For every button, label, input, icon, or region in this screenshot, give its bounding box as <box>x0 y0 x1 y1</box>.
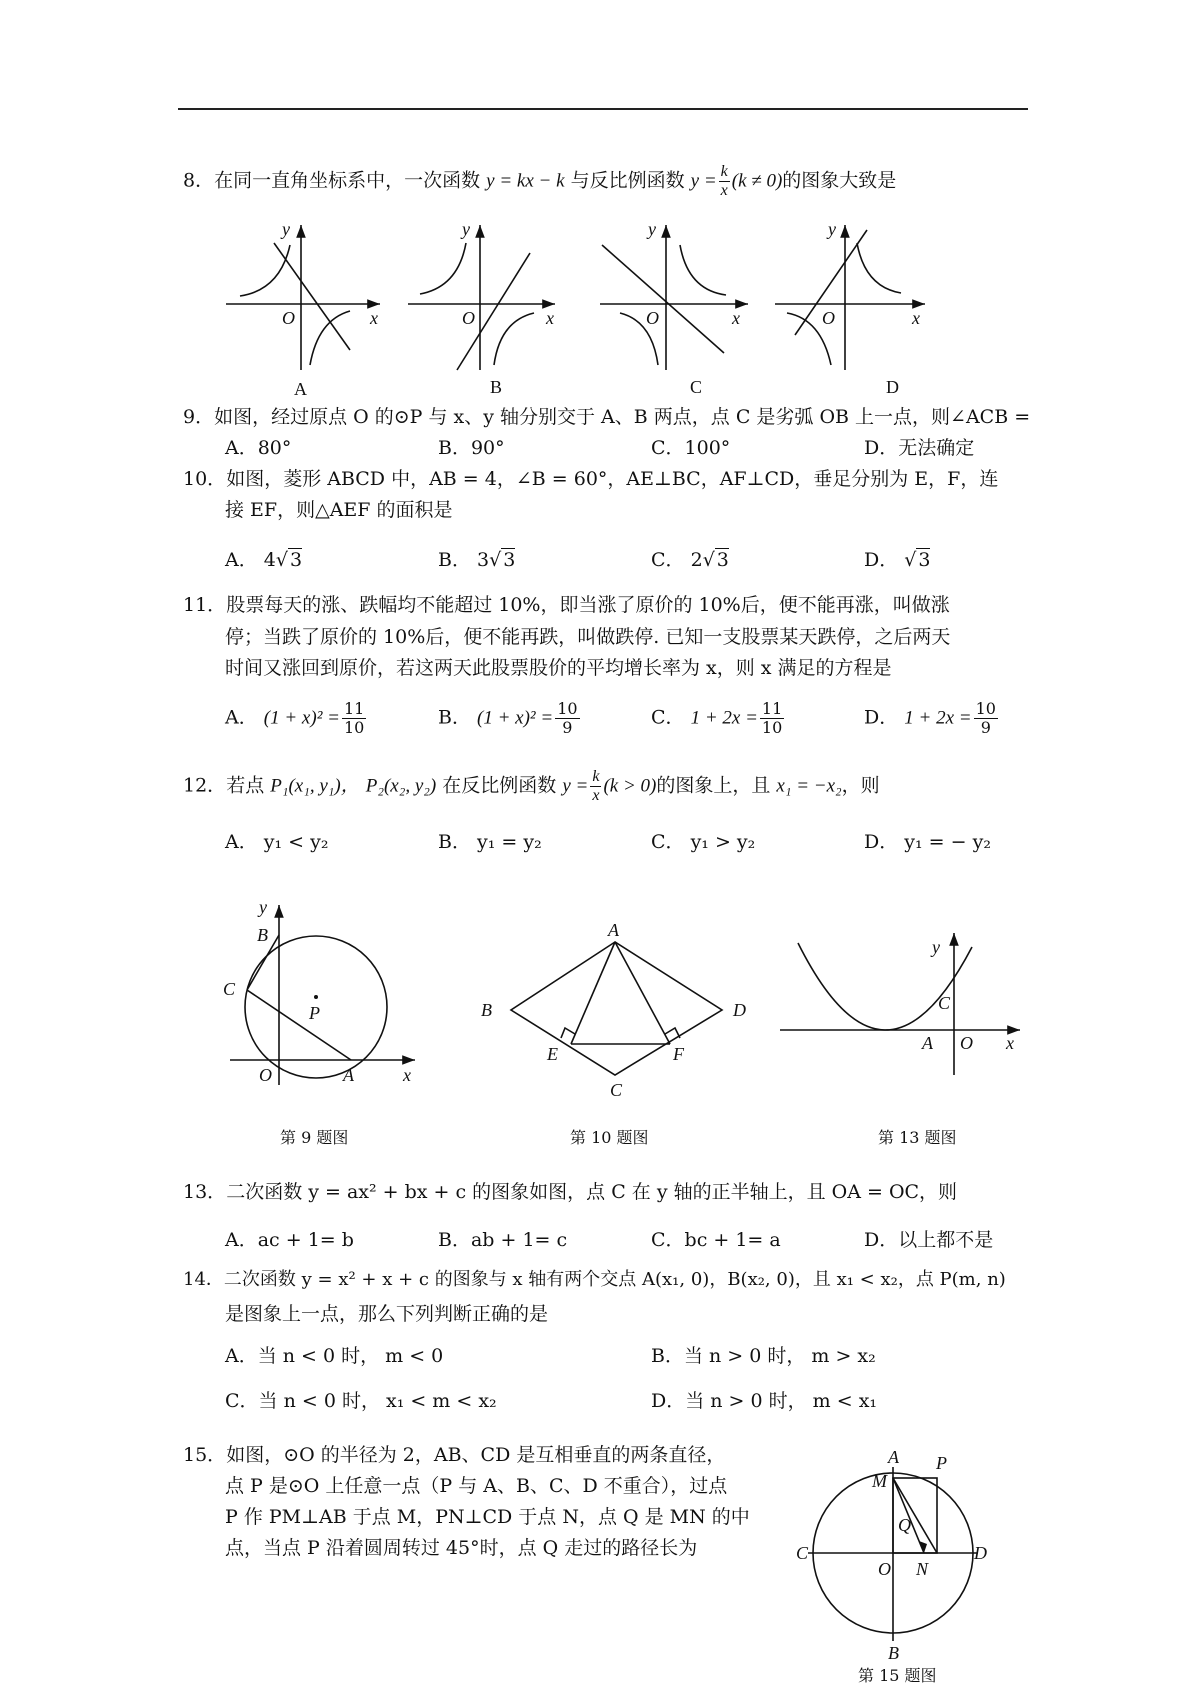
figure-15-caption: 第 15 题图 <box>858 1666 937 1685</box>
svg-text:Q: Q <box>898 1515 911 1535</box>
svg-text:A: A <box>608 920 619 940</box>
q14-option-b: B．当 n > 0 时， m > x₂ <box>651 1345 876 1367</box>
figure-13-caption: 第 13 题图 <box>878 1128 957 1147</box>
q13-option-c: C．bc + 1= a <box>651 1229 781 1251</box>
graph-a-x: x <box>370 308 378 328</box>
graph-c-x: x <box>732 308 740 328</box>
svg-text:B: B <box>888 1643 899 1663</box>
graph-d-y: y <box>828 219 836 239</box>
question-12: 12．若点 P₁(x₁, y₁)， P₂(x₂, y₂) 在反比例函数 y = $\frac{k}{x}$ (k > 0)的图象上，且 x₁ = −x₂，则 <box>183 768 880 804</box>
q12-option-a: A． y₁ < y₂ <box>225 831 329 853</box>
svg-text:C: C <box>938 993 951 1013</box>
figure-10-caption: 第 10 题图 <box>570 1128 649 1147</box>
svg-text:P: P <box>309 1003 320 1023</box>
q11-option-c: C． 1 + 2x = $\frac{11}{10}$ <box>651 699 783 737</box>
question-8: 8．在同一直角坐标系中，一次函数 y = kx − k 与反比例函数 y = $\frac{k}{x}$ (k ≠ 0)的图象大致是 <box>183 163 897 199</box>
graph-d-x: x <box>912 308 920 328</box>
svg-text:C: C <box>223 979 236 999</box>
figure-10 <box>475 920 755 1105</box>
figure-13 <box>780 925 1020 1085</box>
svg-text:E: E <box>547 1044 558 1064</box>
question-11-line3: 时间又涨回到原价，若这两天此股票股价的平均增长率为 x，则 x 满足的方程是 <box>225 657 892 679</box>
svg-text:B: B <box>257 925 268 945</box>
graph-label-c: C <box>690 377 703 397</box>
graph-d-o: O <box>822 308 835 328</box>
q8-graphs <box>210 215 990 405</box>
svg-text:D: D <box>733 1000 746 1020</box>
q9-option-c: C．100° <box>651 437 731 459</box>
graph-b-o: O <box>462 308 475 328</box>
q12-option-c: C． y₁ > y₂ <box>651 831 756 853</box>
graph-b-y: y <box>462 219 470 239</box>
svg-text:C: C <box>610 1080 623 1100</box>
q14-option-c: C．当 n < 0 时， x₁ < m < x₂ <box>225 1390 497 1412</box>
q9-option-d: D．无法确定 <box>864 437 975 459</box>
graph-a-o: O <box>282 308 295 328</box>
q11-option-b: B． (1 + x)² = $\frac{10}{9}$ <box>438 699 578 737</box>
q14-option-d: D．当 n > 0 时， m < x₁ <box>651 1390 878 1412</box>
question-13: 13．二次函数 y = ax² + bx + c 的图象如图，点 C 在 y 轴的正半轴上，且 OA = OC，则 <box>183 1181 958 1203</box>
svg-text:O: O <box>960 1033 973 1053</box>
q10-option-c: C． 2√ 3 <box>651 549 729 571</box>
svg-text:P: P <box>936 1453 947 1473</box>
q10-option-b: B． 3√ 3 <box>438 549 516 571</box>
question-9: 9．如图，经过原点 O 的⊙P 与 x、y 轴分别交于 A、B 两点，点 C 是劣弧 OB 上一点，则∠ACB = <box>183 406 1031 428</box>
svg-text:x: x <box>403 1065 411 1085</box>
svg-text:D: D <box>974 1543 987 1563</box>
header-rule <box>178 108 1028 110</box>
graph-a-y: y <box>282 219 290 239</box>
svg-text:B: B <box>481 1000 492 1020</box>
svg-text:A: A <box>343 1065 354 1085</box>
q9-option-b: B．90° <box>438 437 505 459</box>
q14-option-a: A．当 n < 0 时， m < 0 <box>225 1345 444 1367</box>
question-10-line2: 接 EF，则△AEF 的面积是 <box>225 499 453 521</box>
question-15-line3: P 作 PM⊥AB 于点 M，PN⊥CD 于点 N，点 Q 是 MN 的中 <box>225 1506 750 1528</box>
question-15-line1: 15．如图，⊙O 的半径为 2，AB、CD 是互相垂直的两条直径， <box>183 1444 726 1466</box>
figure-15 <box>796 1445 990 1663</box>
question-11-line2: 停；当跌了原价的 10%后，便不能再跌，叫做跌停. 已知一支股票某天跌停，之后两天 <box>225 626 951 648</box>
q12-option-d: D． y₁ = − y₂ <box>864 831 991 853</box>
graph-d <box>775 225 925 370</box>
svg-text:N: N <box>916 1559 929 1579</box>
q11-option-a: A． (1 + x)² = $\frac{11}{10}$ <box>225 699 365 737</box>
q10-option-a: A． 4√ 3 <box>225 549 303 571</box>
q10-option-d: D． √ 3 <box>864 549 931 571</box>
svg-text:x: x <box>1006 1033 1014 1053</box>
graph-b-x: x <box>546 308 554 328</box>
graph-c-y: y <box>648 219 656 239</box>
question-14-line1: 14．二次函数 y = x² + x + c 的图象与 x 轴有两个交点 A(x₁, 0)，B(x₂, 0)，且 x₁ < x₂，点 P(m, n) <box>183 1269 1006 1290</box>
question-14-line2: 是图象上一点，那么下列判断正确的是 <box>225 1303 549 1325</box>
question-10-line1: 10．如图，菱形 ABCD 中，AB = 4，∠B = 60°，AE⊥BC，AF⊥CD，垂足分别为 E，F，连 <box>183 468 999 490</box>
graph-label-d: D <box>886 377 899 397</box>
q13-option-b: B．ab + 1= c <box>438 1229 568 1251</box>
svg-text:O: O <box>259 1065 272 1085</box>
question-15-line2: 点 P 是⊙O 上任意一点（P 与 A、B、C、D 不重合），过点 <box>225 1475 728 1497</box>
q9-option-a: A．80° <box>225 437 292 459</box>
svg-text:y: y <box>932 937 940 957</box>
graph-c-o: O <box>646 308 659 328</box>
svg-text:M: M <box>872 1471 887 1491</box>
svg-text:F: F <box>673 1044 684 1064</box>
svg-text:O: O <box>878 1559 891 1579</box>
graph-label-a: A <box>294 379 307 399</box>
question-11-line1: 11．股票每天的涨、跌幅均不能超过 10%，即当涨了原价的 10%后，便不能再涨，叫做涨 <box>183 594 950 616</box>
svg-text:C: C <box>796 1543 809 1563</box>
q12-option-b: B． y₁ = y₂ <box>438 831 542 853</box>
graph-b <box>408 225 555 370</box>
svg-text:A: A <box>922 1033 933 1053</box>
q11-option-d: D． 1 + 2x = $\frac{10}{9}$ <box>864 699 996 737</box>
question-15-line4: 点，当点 P 沿着圆周转过 45°时，点 Q 走过的路径长为 <box>225 1537 698 1559</box>
graph-a <box>226 225 380 370</box>
graph-label-b: B <box>490 377 503 397</box>
graph-c <box>600 225 748 370</box>
svg-text:y: y <box>259 897 267 917</box>
q13-option-a: A．ac + 1= b <box>225 1229 354 1251</box>
figure-9-caption: 第 9 题图 <box>280 1128 349 1147</box>
q13-option-d: D．以上都不是 <box>864 1229 994 1251</box>
figure-9 <box>215 895 425 1095</box>
svg-text:A: A <box>888 1447 899 1467</box>
